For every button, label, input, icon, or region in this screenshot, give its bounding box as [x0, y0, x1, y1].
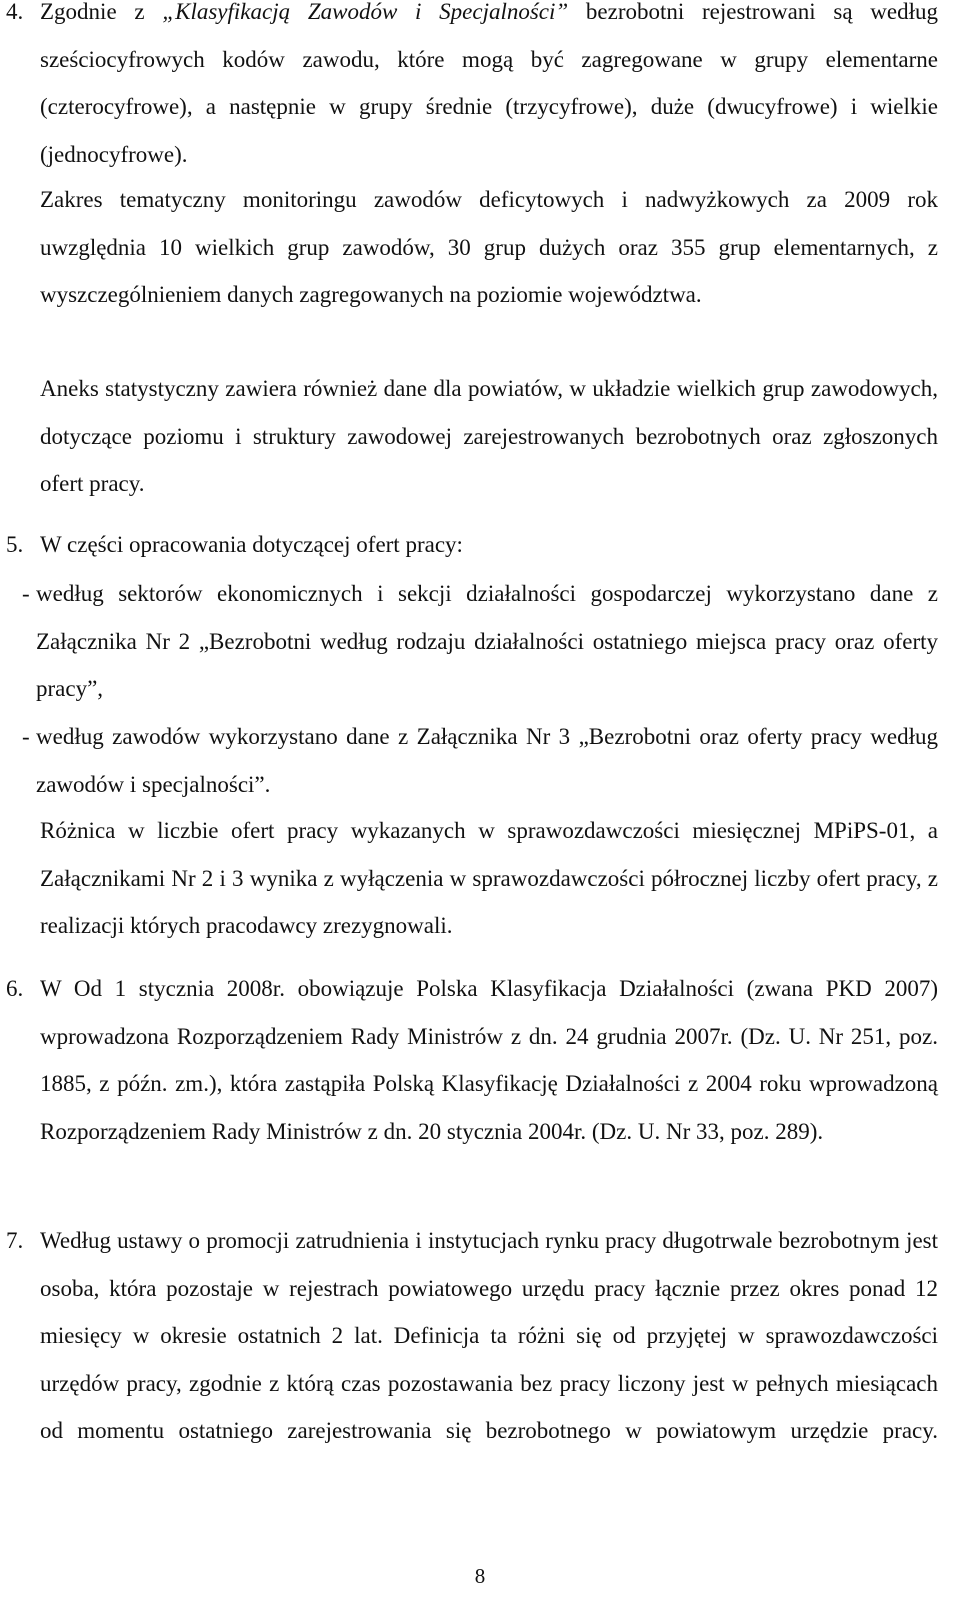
item-5-bullet-2	[22, 713, 938, 808]
item-7-number: 7.	[6, 1228, 24, 1253]
item-7-paragraph: Według ustawy o promocji zatrudnienia i instytucjach rynku pracy długotrwale bezrobotnym jest osoba, która pozostaje w rejestrach powiatowego urzędu pracy łącznie przez okres ponad 12 miesięcy w okresie ostatnich 2 lat. Definicja ta różni się od przyjętej w sprawozdawczości urzędów pracy, zgodnie z którą czas pozostawania bez pracy liczony jest w pełnych miesiącach od momentu ostatniego zarejestrowania się bezrobotnego w powiatowym urzędzie pracy.	[40, 1228, 938, 1443]
item-4-intro-after: bezrobotni rejestrowani są według sześciocyfrowych kodów zawodu, które mogą być zagregowane w grupy elementarne (czterocyfrowe), a następnie w grupy średnie (trzycyfrowe), duże (dwucyfrowe) i wielkie (jednocyfrowe).	[40, 0, 939, 167]
item-4-paragraph-3: Aneks statystyczny zawiera również dane dla powiatów, w układzie wielkich grup zawodowych, dotyczące poziomu i struktury zawodowej zarejestrowanych bezrobotnych oraz zgłoszonych ofert pracy.	[40, 376, 938, 496]
item-4-paragraph-2: Zakres tematyczny monitoringu zawodów deficytowych i nadwyżkowych za 2009 rok uwzględnia 10 wielkich grup zawodów, 30 grup dużych oraz 355 grup elementarnych, z wyszczególnieniem danych zagregowanych na poziomie województwa.	[40, 187, 938, 307]
bullet-dash: -	[22, 724, 30, 749]
item-5-bullet-1	[22, 570, 938, 713]
item-5-paragraph-2: Różnica w liczbie ofert pracy wykazanych w sprawozdawczości miesięcznej MPiPS-01, a Załącznikami Nr 2 i 3 wynika z wyłączenia w sprawozdawczości półrocznej liczby ofert pracy, z realizacji których pracodawcy zrezygnowali.	[40, 818, 938, 938]
item-5-bullet-2-text: według zawodów wykorzystano dane z Załącznika Nr 3 „Bezrobotni oraz oferty pracy według zawodów i specjalności”.	[36, 724, 938, 797]
bullet-dash: -	[22, 581, 30, 606]
item-5-number: 5.	[6, 532, 24, 557]
item-6-number: 6.	[6, 976, 24, 1001]
item-5-bullet-1-text: według sektorów ekonomicznych i sekcji działalności gospodarczej wykorzystano dane z Załącznika Nr 2 „Bezrobotni według rodzaju działalności ostatniego miejsca pracy oraz oferty pracy”,	[36, 581, 938, 701]
item-4-classification-title: „Klasyfikacją Zawodów i Specjalności”	[162, 0, 569, 24]
item-5-intro: W części opracowania dotyczącej ofert pracy:	[40, 532, 463, 557]
item-4-number: 4.	[6, 0, 24, 24]
item-4-intro-before: Zgodnie z	[40, 0, 163, 24]
item-6-paragraph: W Od 1 stycznia 2008r. obowiązuje Polska Klasyfikacja Działalności (zwana PKD 2007) wprowadzona Rozporządzeniem Rady Ministrów z dn. 24 grudnia 2007r. (Dz. U. Nr 251, poz. 1885, z późn. zm.), która zastąpiła Polską Klasyfikację Działalności z 2004 roku wprowadzoną Rozporządzeniem Rady Ministrów z dn. 20 stycznia 2004r. (Dz. U. Nr 33, poz. 289).	[40, 976, 938, 1144]
page-number: 8	[474, 1564, 486, 1588]
item-4-paragraph-1	[40, 0, 938, 178]
